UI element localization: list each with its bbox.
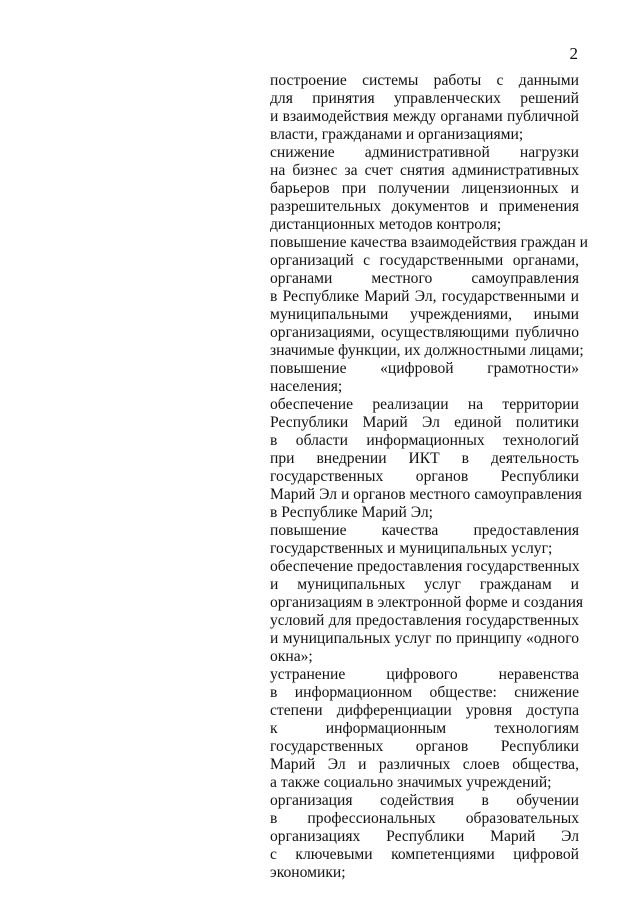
text-line: снижение административной нагрузки (270, 144, 579, 161)
paragraph (270, 144, 579, 234)
text-line: организациями, осуществляющими публично (270, 324, 579, 341)
paragraph (270, 396, 582, 522)
text-line: построение системы работы с данными (270, 72, 579, 89)
text-line: в Республике Марий Эл, государственными и (270, 288, 579, 305)
text-line: муниципальными учреждениями, иными (270, 306, 579, 323)
text-line: и взаимодействия между органами публичной (270, 108, 579, 125)
text-line: в Республике Марий Эл; (270, 504, 433, 521)
paragraph (270, 360, 579, 396)
text-line: населения; (270, 378, 343, 395)
text-line: к информационным технологиям (270, 720, 579, 737)
text-line: условий для предоставления государственных (270, 612, 579, 629)
paragraph (270, 558, 584, 666)
text-line: организаций с государственными органами, (270, 252, 579, 269)
text-line: повышение качества взаимодействия граждан и (270, 234, 588, 251)
text-line: органами местного самоуправления (270, 270, 579, 287)
text-line: государственных органов Республики (270, 738, 579, 755)
text-line: и муниципальных услуг по принципу «одного (270, 630, 579, 647)
text-line: государственных органов Республики (270, 468, 579, 485)
text-line: барьеров при получении лицензионных и (270, 180, 579, 197)
text-line: значимые функции, их должностными лицами; (270, 342, 584, 359)
text-line: Республики Марий Эл единой политики (270, 414, 579, 431)
text-line: при внедрении ИКТ в деятельность (270, 450, 579, 467)
paragraph (270, 234, 588, 360)
paragraph (270, 72, 579, 144)
text-line: в информационном обществе: снижение (270, 684, 579, 701)
text-line: организациям в электронной форме и создания (270, 594, 584, 611)
text-line: устранение цифрового неравенства (270, 666, 579, 683)
text-line: в профессиональных образовательных (270, 810, 579, 827)
text-line: повышение «цифровой грамотности» (270, 360, 579, 377)
text-line: Марий Эл и различных слоев общества, (270, 756, 579, 773)
text-line: разрешительных документов и применения (270, 198, 579, 215)
text-body (270, 72, 588, 882)
text-line: экономики; (270, 864, 346, 881)
text-line: Марий Эл и органов местного самоуправления (270, 486, 582, 503)
paragraph (270, 792, 579, 882)
text-line: а также социально значимых учреждений; (270, 774, 552, 791)
text-line: повышение качества предоставления (270, 522, 579, 539)
text-line: власти, гражданами и организациями; (270, 126, 524, 143)
paragraph (270, 666, 579, 792)
text-line: степени дифференциации уровня доступа (270, 702, 579, 719)
paragraph (270, 522, 579, 558)
text-line: для принятия управленческих решений (270, 90, 579, 107)
text-line: с ключевыми компетенциями цифровой (270, 846, 579, 863)
text-line: организациях Республики Марий Эл (270, 828, 579, 845)
text-line: обеспечение предоставления государственных (270, 558, 580, 575)
text-line: в области информационных технологий (270, 432, 579, 449)
text-line: организация содействия в обучении (270, 792, 579, 809)
text-line: обеспечение реализации на территории (270, 396, 579, 413)
text-line: и муниципальных услуг гражданам и (270, 576, 579, 593)
text-line: окна»; (270, 648, 313, 665)
text-line: дистанционных методов контроля; (270, 216, 502, 233)
text-line: на бизнес за счет снятия административных (270, 162, 579, 179)
text-line: государственных и муниципальных услуг; (270, 540, 553, 557)
page-number: 2 (569, 44, 578, 63)
